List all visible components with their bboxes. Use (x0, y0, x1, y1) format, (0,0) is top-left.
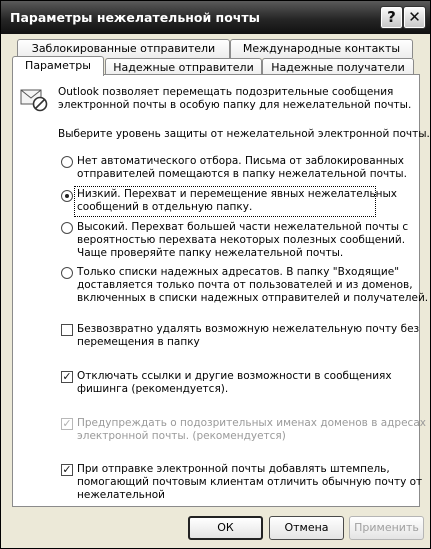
apply-button: Применить (349, 516, 424, 540)
option-high-line-1: Высокий. Перехват большей части нежелательной почты с (77, 221, 409, 233)
ok-button[interactable]: ОК (188, 516, 263, 540)
warn-domains-line-1: Предупреждать о подозрительных именах доменов в адресах (77, 417, 426, 429)
option-low-line-1: Низкий. Перехват и перемещение явных нежелательных (77, 188, 398, 200)
intro-line-1: Outlook позволяет перемещать подозрительные сообщения (58, 86, 394, 98)
radio-high[interactable] (61, 222, 73, 234)
postmark-line-1: При отправке электронной почты добавлять штемпель, (77, 463, 390, 475)
tab-options[interactable]: Параметры (12, 56, 104, 76)
tab-safe-recipients[interactable]: Надежные получатели (262, 58, 414, 77)
tab-blocked-senders[interactable]: Заблокированные отправители (17, 39, 230, 58)
option-safe-lists-line-3: включенных в списки надежных отправителей и получателей. (77, 292, 429, 304)
postmark-line-2: помогающий почтовым клиентам отличить обычную почту от (77, 476, 423, 488)
tab-international[interactable]: Международные контакты (230, 39, 413, 58)
option-high-line-3: Чаще проверяйте папку нежелательной почты. (77, 247, 344, 259)
cancel-button[interactable]: Отмена (269, 516, 344, 540)
permanently-delete-line-1: Безвозвратно удалять возможную нежелательную почту без (77, 323, 420, 335)
option-low-line-2: сообщений в отдельную папку. (77, 201, 253, 213)
tab-safe-senders[interactable]: Надежные отправители (105, 58, 262, 77)
radio-low[interactable] (61, 190, 73, 202)
disable-phishing-line-2: фишинга (рекомендуется). (77, 383, 229, 395)
postmark-line-3: нежелательной (77, 489, 165, 501)
option-no-filtering-line-1: Нет автоматического отбора. Письма от заблокированных (77, 155, 404, 167)
close-button[interactable]: ✕ (404, 7, 425, 28)
checkbox-warn-suspicious-domains: ✓ (62, 417, 72, 430)
disable-phishing-line-1: Отключать ссылки и другие возможности в сообщениях (77, 370, 392, 382)
junk-mail-envelope-icon (20, 85, 48, 113)
checkbox-permanently-delete[interactable] (61, 324, 73, 336)
option-safe-lists-line-2: доставляется только почта от пользователей и из доменов, (77, 279, 413, 291)
option-safe-lists-line-1: Только списки надежных адресатов. В папку "Входящие" (77, 266, 400, 278)
radio-no-filtering[interactable] (61, 156, 73, 168)
option-no-filtering-line-2: отправителей помещаются в папку нежелательной почты. (77, 168, 407, 180)
option-high-line-2: вероятностью перехвата некоторых полезных сообщений. (77, 234, 406, 246)
radio-safe-lists-only[interactable] (61, 267, 73, 279)
help-button[interactable]: ? (381, 7, 402, 28)
warn-domains-line-2: электронной почты. (рекомендуется) (77, 430, 286, 442)
title-bar (1, 1, 430, 34)
checkbox-add-postmark[interactable]: ✓ (62, 463, 72, 476)
window-title: Параметры нежелательной почты (10, 10, 260, 25)
permanently-delete-line-2: перемещения в папку (77, 336, 200, 348)
intro-line-2: электронной почты в особую папку для нежелательной почты. (58, 99, 412, 111)
checkbox-disable-phishing-links[interactable]: ✓ (62, 370, 72, 383)
protection-level-prompt: Выберите уровень защиты от нежелательной электронной почты. (58, 128, 430, 140)
